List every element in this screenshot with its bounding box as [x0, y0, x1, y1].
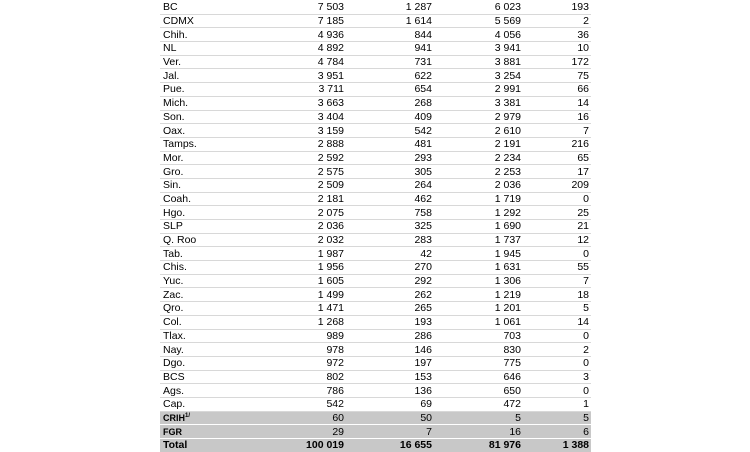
table-row [160, 233, 591, 247]
cell-col4: 5 [523, 302, 591, 316]
row-label: Cap. [160, 397, 266, 411]
cell-col3: 1 201 [434, 302, 523, 316]
cell-col1: 4 892 [266, 42, 346, 56]
row-label: Tlax. [160, 329, 266, 343]
cell-col1: 786 [266, 384, 346, 398]
cell-col1: 3 663 [266, 96, 346, 110]
cell-col2: 50 [346, 411, 434, 425]
cell-col2: 197 [346, 356, 434, 370]
table-row [160, 28, 591, 42]
cell-col3: 2 191 [434, 137, 523, 151]
cell-col1: 2 181 [266, 192, 346, 206]
cell-col2: 69 [346, 397, 434, 411]
cell-col2: 136 [346, 384, 434, 398]
cell-col1: 60 [266, 411, 346, 425]
table-row [160, 151, 591, 165]
table-row [160, 315, 591, 329]
table-row [160, 302, 591, 316]
cell-col1: 542 [266, 397, 346, 411]
cell-col3: 2 036 [434, 178, 523, 192]
cell-col2: 941 [346, 42, 434, 56]
row-label: BC [160, 1, 266, 14]
cell-col1: 1 605 [266, 274, 346, 288]
cell-col2: 409 [346, 110, 434, 124]
cell-col3: 2 234 [434, 151, 523, 165]
cell-col1: 972 [266, 356, 346, 370]
row-label: Hgo. [160, 206, 266, 220]
cell-col4: 21 [523, 220, 591, 234]
cell-col1: 3 711 [266, 83, 346, 97]
cell-col1: 1 499 [266, 288, 346, 302]
table-row [160, 192, 591, 206]
row-label: Nay. [160, 343, 266, 357]
cell-col1: 978 [266, 343, 346, 357]
cell-col1: 3 951 [266, 69, 346, 83]
cell-col2: 293 [346, 151, 434, 165]
table-row [160, 165, 591, 179]
cell-col4: 0 [523, 384, 591, 398]
table-row [160, 220, 591, 234]
cell-col1: 100 019 [266, 439, 346, 452]
cell-col4: 3 [523, 370, 591, 384]
row-label: Oax. [160, 124, 266, 138]
row-label: FGR [160, 425, 266, 439]
cell-col4: 7 [523, 274, 591, 288]
cell-col3: 2 991 [434, 83, 523, 97]
row-label: Zac. [160, 288, 266, 302]
table-row [160, 55, 591, 69]
row-label: BCS [160, 370, 266, 384]
cell-col4: 172 [523, 55, 591, 69]
cell-col3: 3 254 [434, 69, 523, 83]
cell-col3: 2 979 [434, 110, 523, 124]
row-label: Dgo. [160, 356, 266, 370]
cell-col4: 0 [523, 192, 591, 206]
cell-col2: 622 [346, 69, 434, 83]
table-row [160, 14, 591, 28]
cell-col3: 1 945 [434, 247, 523, 261]
row-label: Tab. [160, 247, 266, 261]
cell-col2: 265 [346, 302, 434, 316]
cell-col4: 0 [523, 356, 591, 370]
table-row [160, 370, 591, 384]
table-row [160, 83, 591, 97]
cell-col4: 75 [523, 69, 591, 83]
cell-col3: 775 [434, 356, 523, 370]
data-table [160, 1, 591, 452]
cell-col4: 10 [523, 42, 591, 56]
cell-col2: 153 [346, 370, 434, 384]
table-row [160, 247, 591, 261]
cell-col4: 1 [523, 397, 591, 411]
cell-col2: 7 [346, 425, 434, 439]
cell-col3: 6 023 [434, 1, 523, 14]
cell-col3: 1 219 [434, 288, 523, 302]
cell-col1: 4 936 [266, 28, 346, 42]
cell-col3: 3 941 [434, 42, 523, 56]
cell-col3: 2 610 [434, 124, 523, 138]
row-label: Gro. [160, 165, 266, 179]
table-row-total [160, 439, 591, 452]
cell-col3: 1 631 [434, 261, 523, 275]
row-label: Pue. [160, 83, 266, 97]
cell-col2: 292 [346, 274, 434, 288]
cell-col3: 16 [434, 425, 523, 439]
table-row [160, 137, 591, 151]
row-label: Mor. [160, 151, 266, 165]
cell-col2: 262 [346, 288, 434, 302]
table-row [160, 110, 591, 124]
cell-col1: 29 [266, 425, 346, 439]
table-row [160, 124, 591, 138]
cell-col2: 283 [346, 233, 434, 247]
cell-col4: 36 [523, 28, 591, 42]
cell-col3: 1 306 [434, 274, 523, 288]
cell-col4: 216 [523, 137, 591, 151]
cell-col4: 2 [523, 14, 591, 28]
table-row [160, 397, 591, 411]
cell-col4: 0 [523, 329, 591, 343]
row-label: Total [160, 439, 266, 452]
row-label: Chis. [160, 261, 266, 275]
cell-col2: 1 614 [346, 14, 434, 28]
cell-col3: 646 [434, 370, 523, 384]
cell-col1: 4 784 [266, 55, 346, 69]
cell-col2: 270 [346, 261, 434, 275]
cell-col2: 542 [346, 124, 434, 138]
cell-col2: 654 [346, 83, 434, 97]
row-label: Ags. [160, 384, 266, 398]
cell-col4: 14 [523, 96, 591, 110]
cell-col2: 325 [346, 220, 434, 234]
cell-col2: 193 [346, 315, 434, 329]
cell-col4: 65 [523, 151, 591, 165]
table-row [160, 1, 591, 14]
cell-col3: 1 690 [434, 220, 523, 234]
table-row-fgr [160, 425, 591, 439]
table-row [160, 274, 591, 288]
cell-col1: 1 471 [266, 302, 346, 316]
cell-col3: 5 [434, 411, 523, 425]
cell-col4: 16 [523, 110, 591, 124]
cell-col4: 18 [523, 288, 591, 302]
cell-col4: 55 [523, 261, 591, 275]
cell-col4: 7 [523, 124, 591, 138]
cell-col3: 4 056 [434, 28, 523, 42]
cell-col4: 5 [523, 411, 591, 425]
table-row [160, 288, 591, 302]
cell-col1: 2 592 [266, 151, 346, 165]
table-row [160, 42, 591, 56]
cell-col1: 7 503 [266, 1, 346, 14]
row-label: Jal. [160, 69, 266, 83]
cell-col3: 1 719 [434, 192, 523, 206]
row-label: Sin. [160, 178, 266, 192]
row-label: NL [160, 42, 266, 56]
row-label: Col. [160, 315, 266, 329]
table-body [160, 1, 591, 452]
cell-col3: 650 [434, 384, 523, 398]
cell-col2: 264 [346, 178, 434, 192]
cell-col4: 17 [523, 165, 591, 179]
cell-col1: 2 032 [266, 233, 346, 247]
cell-col4: 14 [523, 315, 591, 329]
cell-col4: 25 [523, 206, 591, 220]
table-row [160, 96, 591, 110]
table-row [160, 69, 591, 83]
cell-col3: 3 881 [434, 55, 523, 69]
cell-col3: 81 976 [434, 439, 523, 452]
row-label: Ver. [160, 55, 266, 69]
cell-col4: 209 [523, 178, 591, 192]
cell-col3: 1 292 [434, 206, 523, 220]
row-label: CDMX [160, 14, 266, 28]
cell-col3: 1 061 [434, 315, 523, 329]
row-label: $CRIH^{1/}$ [160, 411, 266, 425]
cell-col1: 7 185 [266, 14, 346, 28]
cell-col2: 462 [346, 192, 434, 206]
cell-col1: 2 575 [266, 165, 346, 179]
cell-col3: 5 569 [434, 14, 523, 28]
cell-col1: 3 159 [266, 124, 346, 138]
cell-col4: 66 [523, 83, 591, 97]
cell-col2: 1 287 [346, 1, 434, 14]
cell-col2: 146 [346, 343, 434, 357]
cell-col1: 1 956 [266, 261, 346, 275]
cell-col1: 3 404 [266, 110, 346, 124]
cell-col4: 193 [523, 1, 591, 14]
cell-col4: 6 [523, 425, 591, 439]
cell-col1: 1 268 [266, 315, 346, 329]
table-row [160, 178, 591, 192]
cell-col1: 2 036 [266, 220, 346, 234]
cell-col3: 1 737 [434, 233, 523, 247]
cell-col2: 305 [346, 165, 434, 179]
cell-col4: 2 [523, 343, 591, 357]
cell-col2: 844 [346, 28, 434, 42]
table-row [160, 206, 591, 220]
row-label: Chih. [160, 28, 266, 42]
cell-col3: 3 381 [434, 96, 523, 110]
cell-col4: 1 388 [523, 439, 591, 452]
cell-col1: 1 987 [266, 247, 346, 261]
table-row [160, 356, 591, 370]
cell-col2: 286 [346, 329, 434, 343]
row-label: Tamps. [160, 137, 266, 151]
row-label: Q. Roo [160, 233, 266, 247]
cell-col1: 2 075 [266, 206, 346, 220]
cell-col2: 268 [346, 96, 434, 110]
cell-col1: 802 [266, 370, 346, 384]
cell-col1: 989 [266, 329, 346, 343]
cell-col2: 758 [346, 206, 434, 220]
cell-col1: 2 509 [266, 178, 346, 192]
table-row [160, 261, 591, 275]
cell-col4: 0 [523, 247, 591, 261]
cell-col2: 731 [346, 55, 434, 69]
row-label: Coah. [160, 192, 266, 206]
cell-col1: 2 888 [266, 137, 346, 151]
row-label: Mich. [160, 96, 266, 110]
cell-col2: 481 [346, 137, 434, 151]
cell-col2: 42 [346, 247, 434, 261]
row-label: Qro. [160, 302, 266, 316]
row-label: Yuc. [160, 274, 266, 288]
table-row [160, 329, 591, 343]
table-row [160, 343, 591, 357]
row-label: SLP [160, 220, 266, 234]
table-row [160, 384, 591, 398]
row-label: Son. [160, 110, 266, 124]
cell-col2: 16 655 [346, 439, 434, 452]
cell-col3: 703 [434, 329, 523, 343]
cell-col3: 2 253 [434, 165, 523, 179]
cell-col3: 830 [434, 343, 523, 357]
cell-col4: 12 [523, 233, 591, 247]
cell-col3: 472 [434, 397, 523, 411]
table-row-crih [160, 411, 591, 425]
